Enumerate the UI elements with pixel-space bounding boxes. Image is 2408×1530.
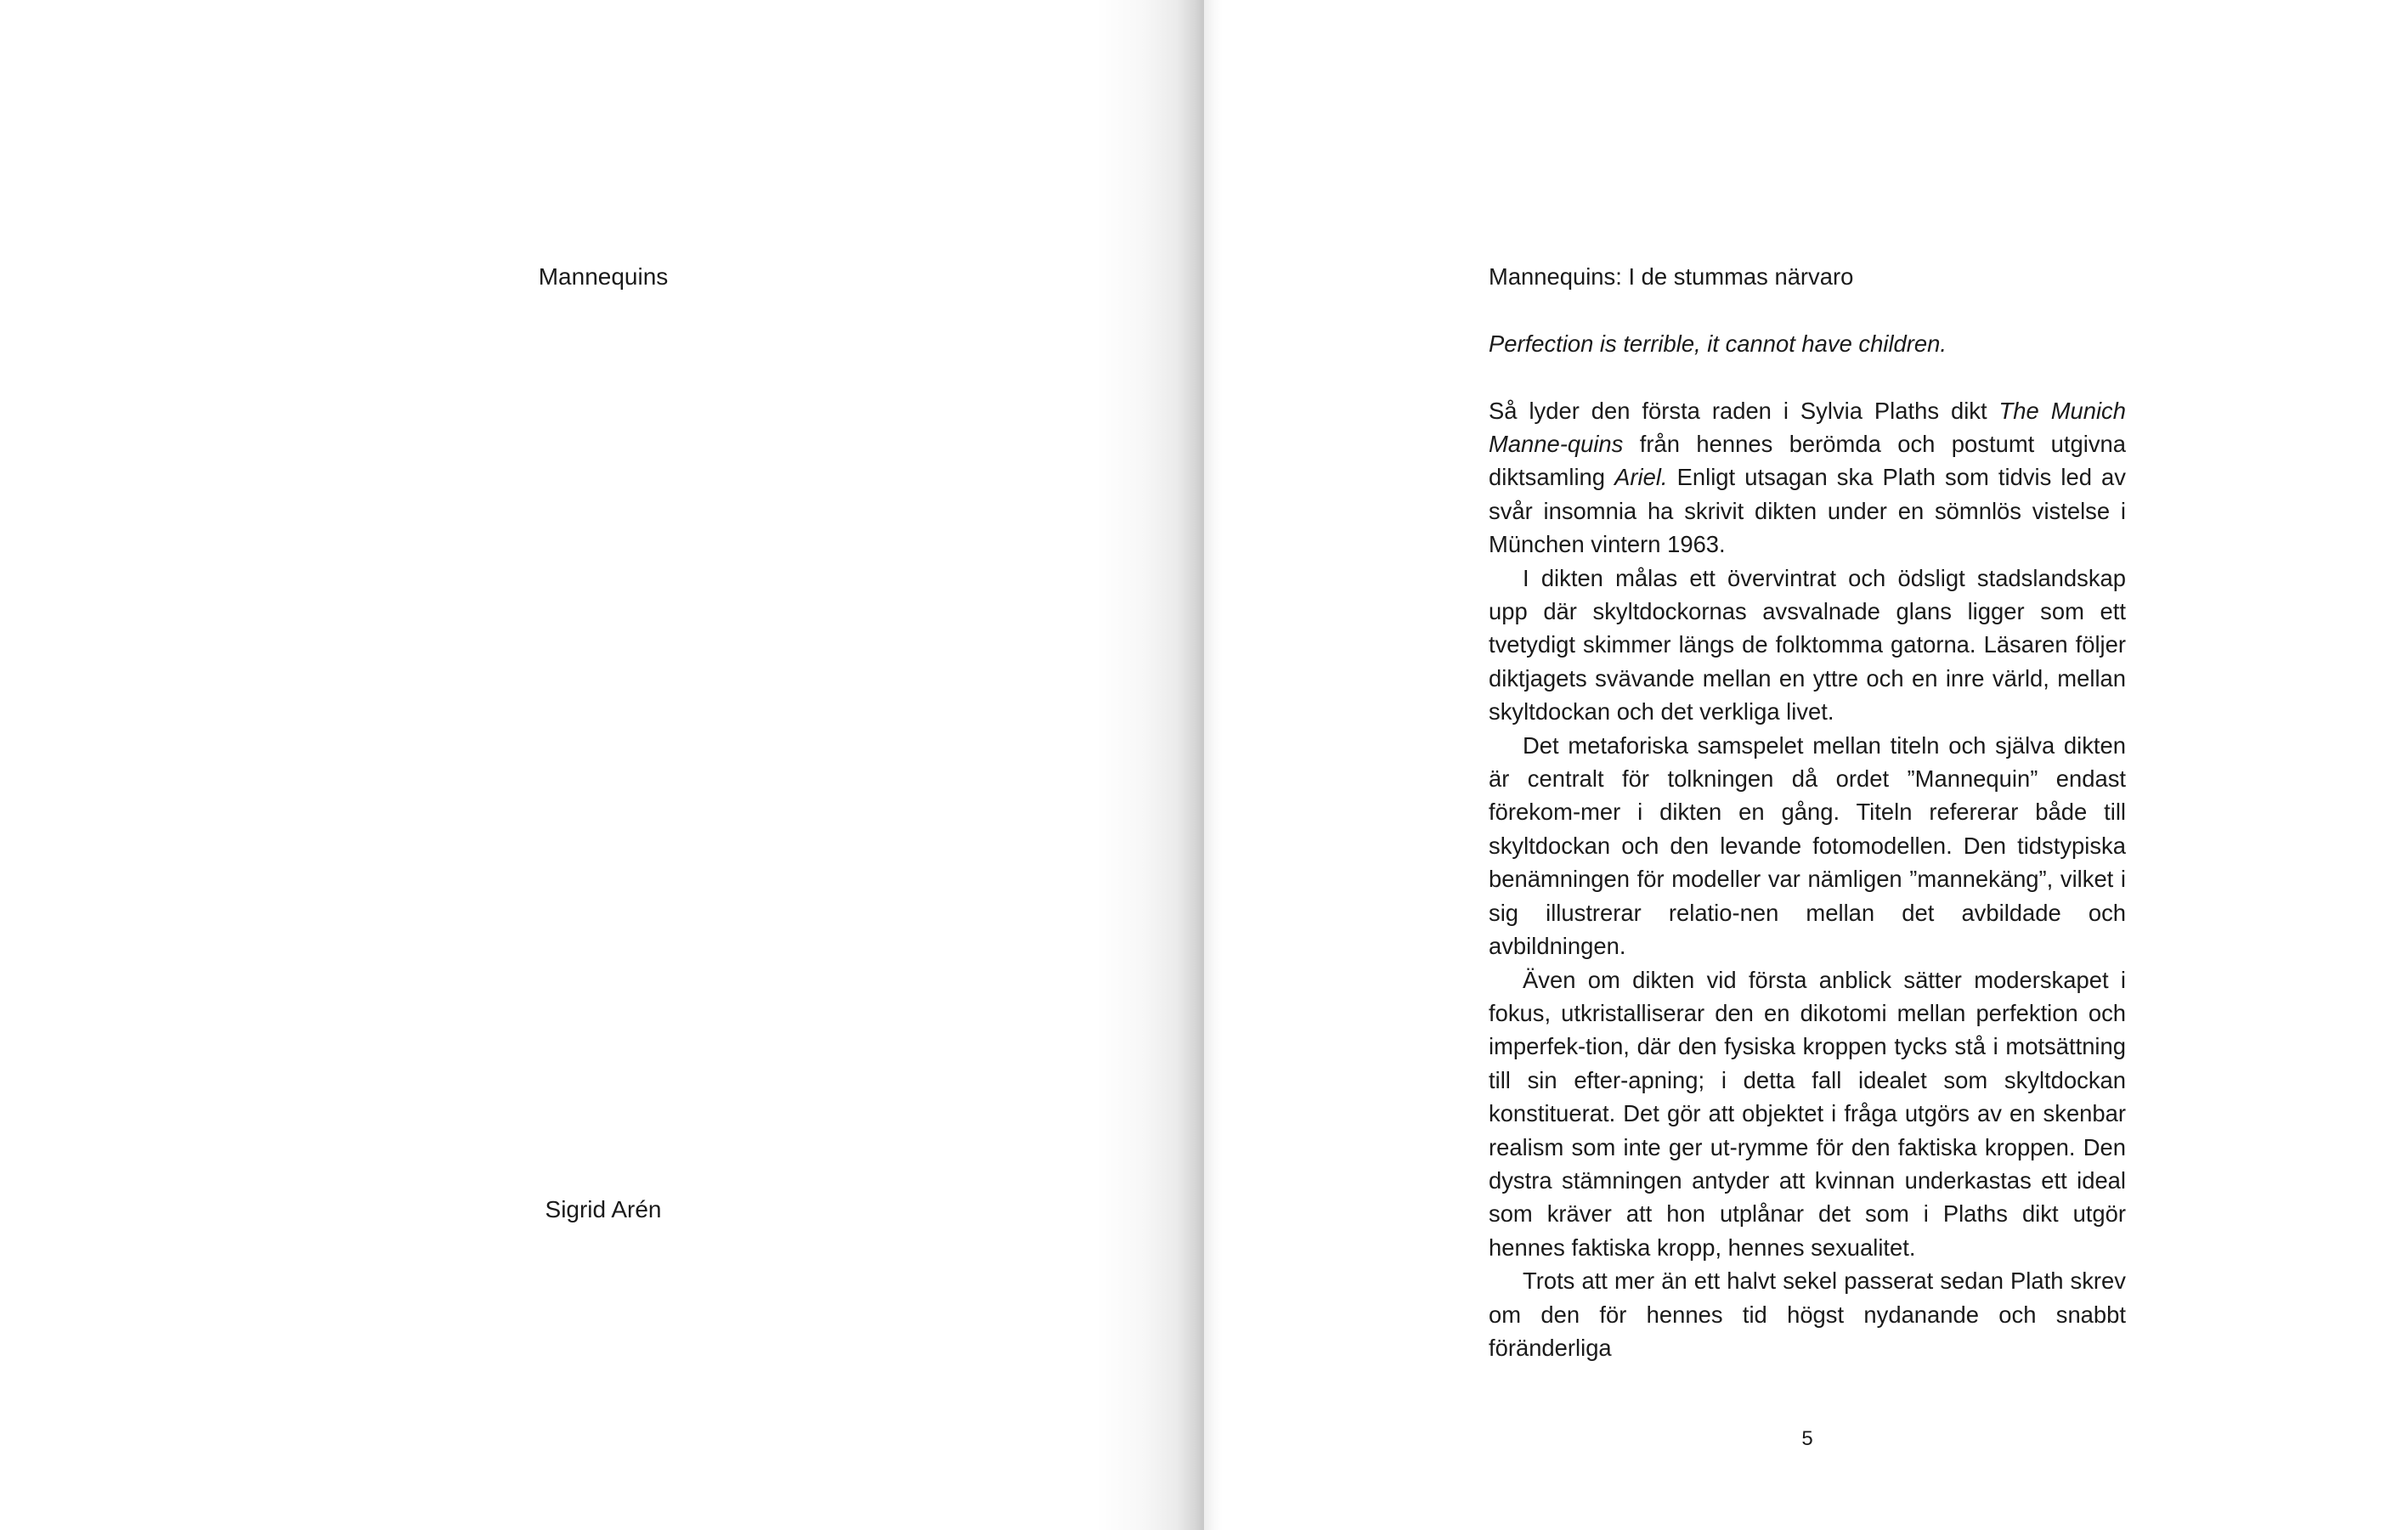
gutter-shadow [1096, 0, 1204, 1530]
paragraph-5: Trots att mer än ett halvt sekel passerat sedan Plath skrev om den för hennes tid högst nydanande och snabbt föränderliga [1489, 1267, 2126, 1361]
epigraph: Perfection is terrible, it cannot have children. [1489, 330, 1947, 357]
left-page-author: Sigrid Arén [545, 1196, 662, 1222]
page-number: 5 [1801, 1427, 1813, 1450]
fold-shadow [1204, 0, 1223, 1530]
paragraph-2: I dikten målas ett övervintrat och ödsligt stadslandskap upp där skyltdockornas avsvalnade glans ligger som ett tvetydigt skimmer längs de folktomma gatorna. Läsaren följer diktjagets svävande mellan en yttre och en inre värld, mellan skyltdockan och det verkliga livet. [1489, 564, 2126, 725]
paragraph-1-part-1: Så lyder den första raden i Sylvia Plaths dikt [1489, 397, 1999, 424]
left-page-title: Mannequins [538, 263, 669, 290]
paragraph-1 [1489, 394, 2126, 562]
book-title: Ariel. [1614, 464, 1668, 491]
essay-heading: Mannequins: I de stummas närvaro [1489, 263, 1854, 290]
paragraph-1-part-2: från hennes berömda och postumt utgivna diktsamling [1489, 431, 2126, 491]
paragraph-1-part-3: Enligt utsagan ska Plath som tidvis led av svår insomnia ha skrivit dikten under en sömnlös vistelse i München vintern 1963. [1489, 464, 2126, 558]
poem-title: The Munich Manne-quins [1489, 397, 2126, 457]
paragraph-3: Det metaforiska samspelet mellan titeln och själva dikten är centralt för tolkningen då ordet ”Mannequin” endast förekom-mer i dikten en gång. Titeln refererar både till skyltdockan och den levande fotomodellen. Den tidstypiska benämningen för modeller var nämligen ”mannekäng”, vilket i sig illustrerar relatio-nen mellan det avbildade och avbildningen. [1489, 731, 2126, 960]
essay-text-block [1489, 260, 2126, 1364]
paragraph-4: Även om dikten vid första anblick sätter moderskapet i fokus, utkristalliserar den en dikotomi mellan perfektion och imperfek-tion, där den fysiska kroppen tycks stå i motsättning till sin efter-apning; i detta fall idealet som skyltdockan konstituerat. Det gör att objektet i fråga utgörs av en skenbar realism som inte ger ut-rymme för den faktiska kroppen. Den dystra stämningen antyder att kvinnan underkastas ett ideal som kräver att hon utplånar det som i Plaths dikt utgör hennes faktiska kropp, hennes sexualitet. [1489, 966, 2126, 1261]
